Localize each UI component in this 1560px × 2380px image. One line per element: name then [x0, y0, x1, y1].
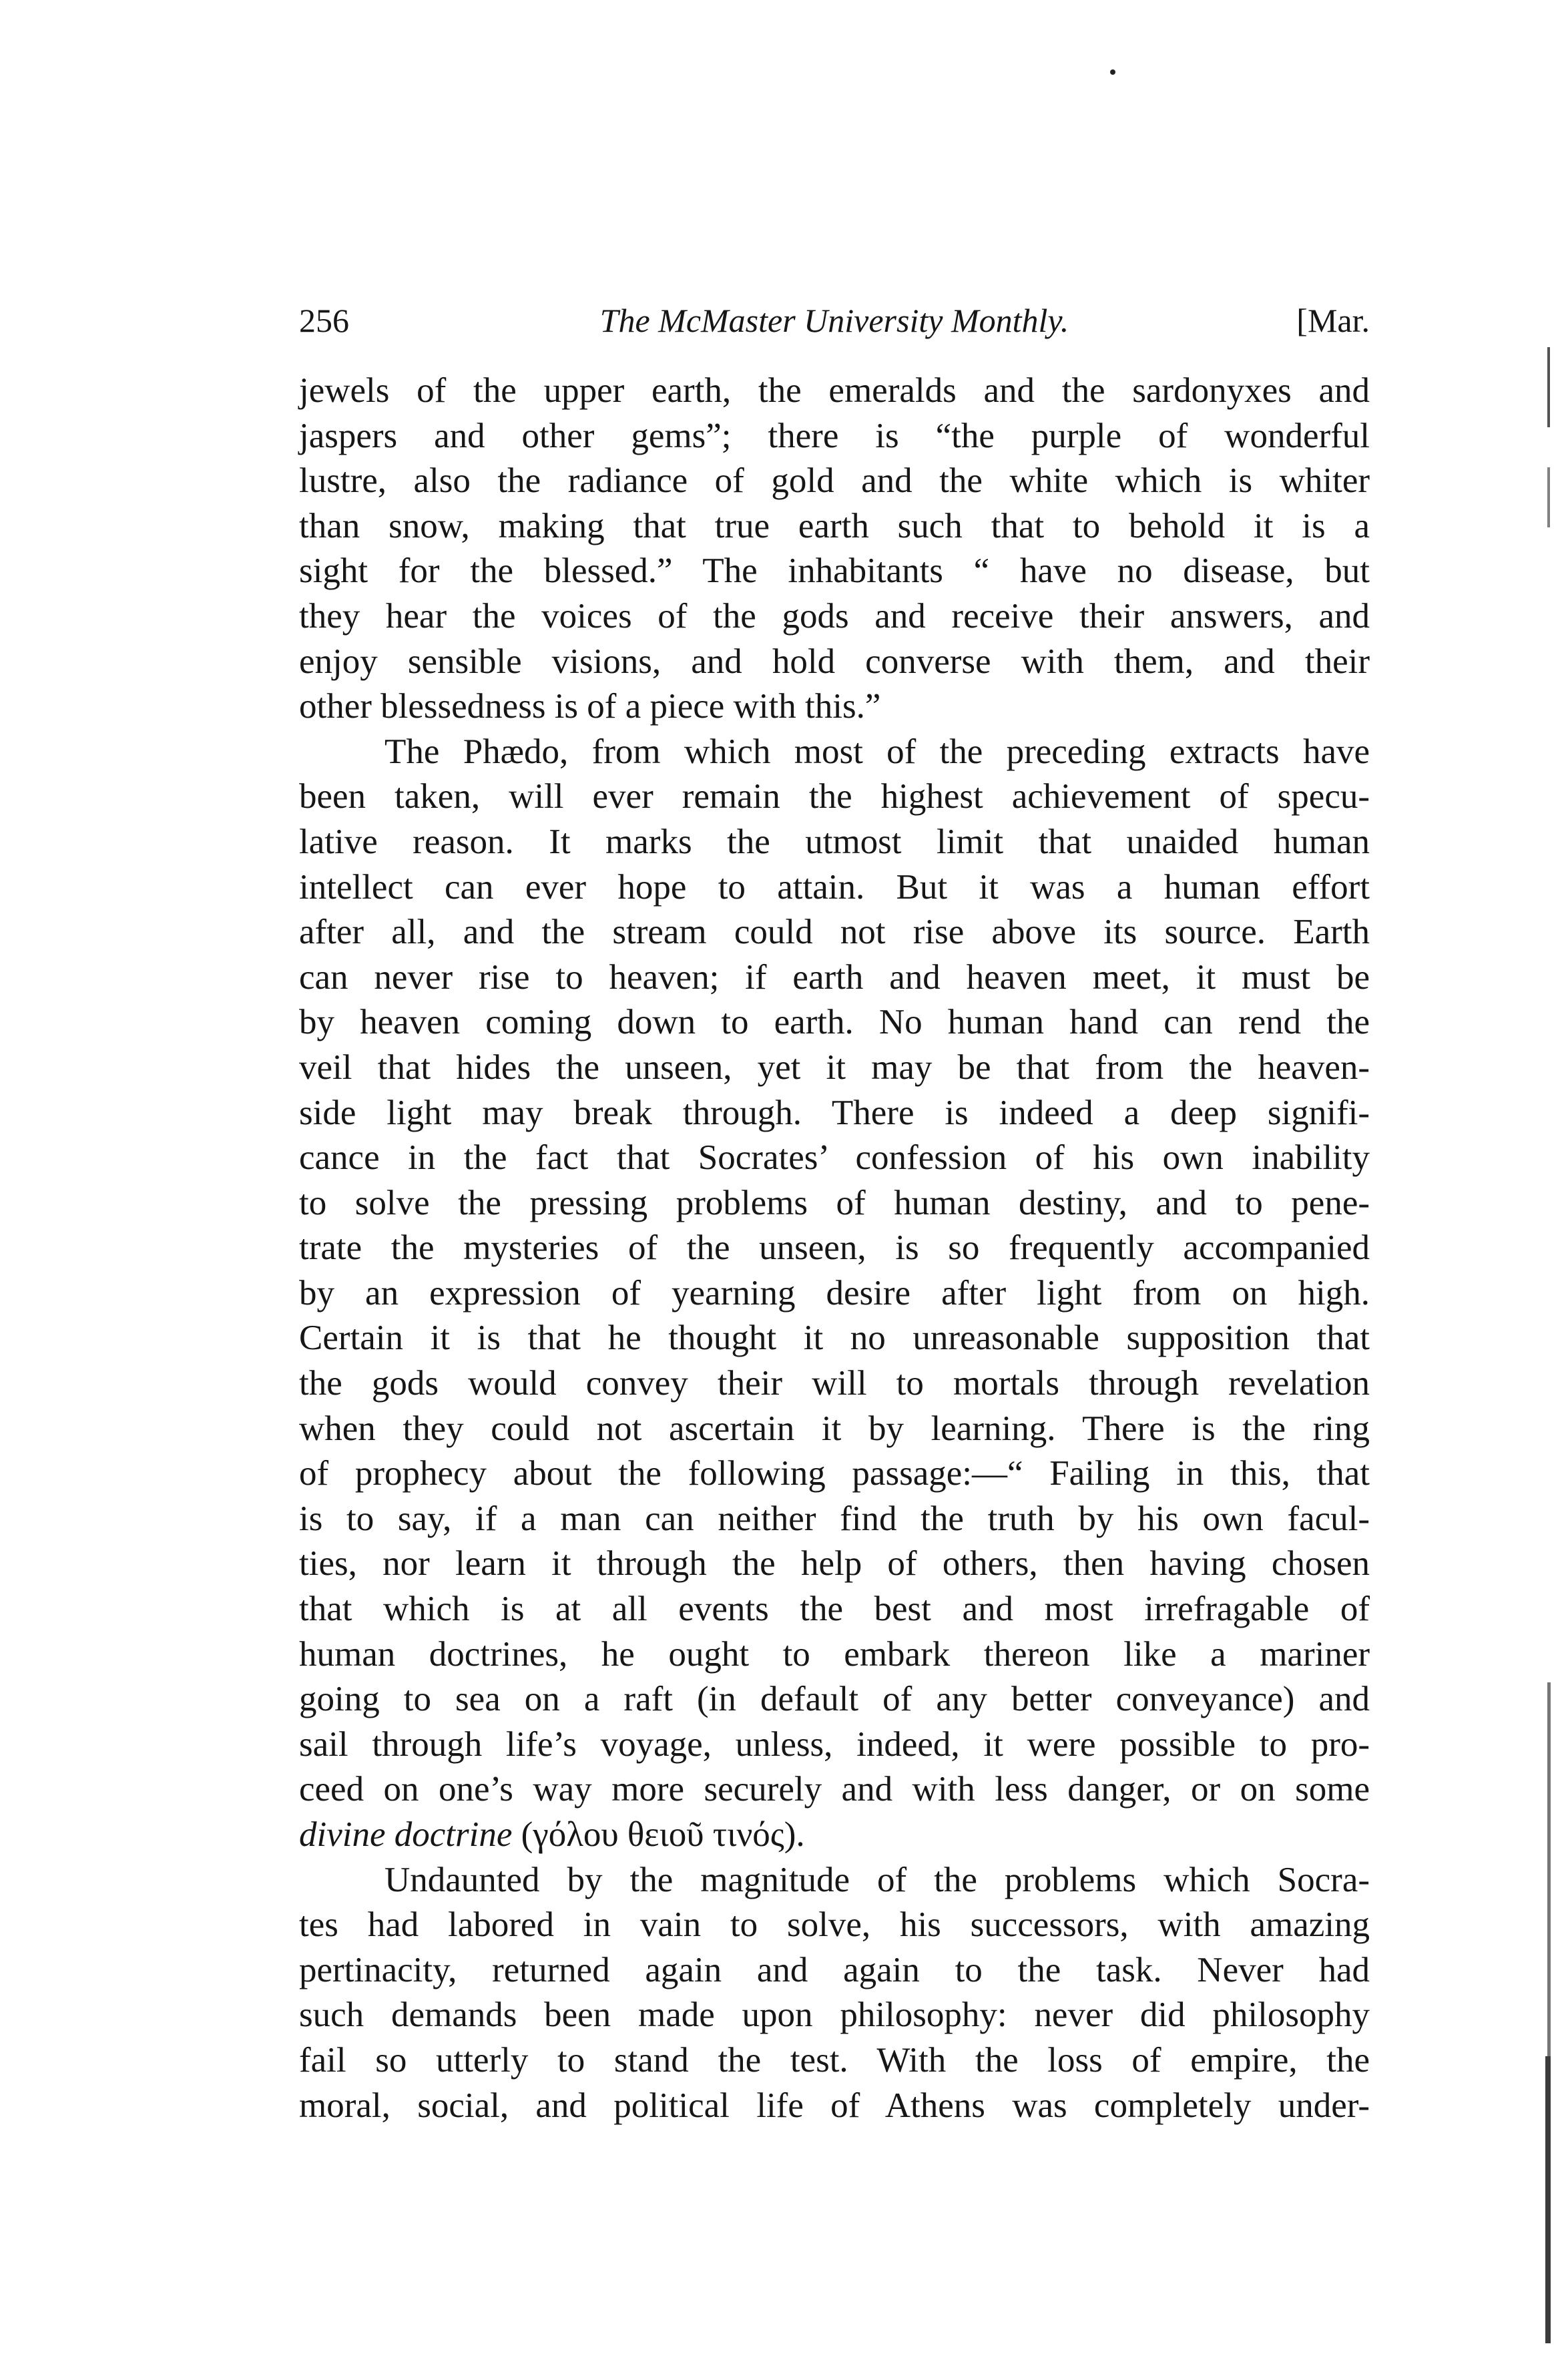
text-line: going to sea on a raft (in default of any better conveyance) and	[299, 1680, 1370, 1719]
text-line: than snow, making that true earth such that to behold it is a	[299, 506, 1370, 545]
paragraph-1	[299, 369, 1370, 730]
text-line: when they could not ascertain it by learning. There is the ring	[299, 1409, 1370, 1448]
text-line: such demands been made upon philosophy: never did philosophy	[299, 1995, 1370, 2035]
text-line: veil that hides the unseen, yet it may be that from the heaven-	[299, 1047, 1370, 1087]
text-line: The Phædo, from which most of the preceding extracts have	[384, 732, 1370, 771]
text-line: lustre, also the radiance of gold and the white which is whiter	[299, 461, 1370, 501]
text-line: Certain it is that he thought it no unreasonable supposition that	[299, 1319, 1370, 1358]
ink-speck	[1110, 69, 1115, 75]
text-line: intellect can ever hope to attain. But it was a human effort	[299, 867, 1370, 907]
text-line: enjoy sensible visions, and hold converse with them, and their	[299, 642, 1370, 681]
issue-month: [Mar.	[1296, 302, 1370, 339]
italic-phrase: divine doctrine	[299, 1815, 513, 1854]
text-line: Undaunted by the magnitude of the problems which Socra-	[384, 1860, 1370, 1899]
scan-edge-mark	[1545, 2056, 1551, 2343]
text-line: by heaven coming down to earth. No human hand can rend the	[299, 1003, 1370, 1042]
page-number: 256	[299, 302, 349, 339]
text-line: side light may break through. There is indeed a deep signifi-	[299, 1093, 1370, 1132]
text-line: jewels of the upper earth, the emeralds and the sardonyxes and	[299, 371, 1370, 410]
text-line: human doctrines, he ought to embark thereon like a mariner	[299, 1634, 1370, 1674]
scan-edge-mark	[1547, 347, 1550, 427]
text-line: sail through life’s voyage, unless, indeed, it were possible to pro-	[299, 1724, 1370, 1764]
greek-phrase: (γόλου θειοῦ τινός).	[512, 1815, 805, 1854]
running-header	[299, 294, 1370, 347]
paragraph-2	[299, 730, 1370, 1858]
text-line: that which is at all events the best and most irrefragable of	[299, 1590, 1370, 1629]
scan-edge-mark	[1547, 467, 1550, 527]
text-line: trate the mysteries of the unseen, is so frequently accompanied	[299, 1228, 1370, 1268]
scan-edge-mark	[1547, 1682, 1551, 2056]
paragraph-3	[299, 1858, 1370, 2129]
text-line: been taken, will ever remain the highest achievement of specu-	[299, 777, 1370, 816]
text-line: to solve the pressing problems of human destiny, and to pene-	[299, 1183, 1370, 1222]
text-line: is to say, if a man can neither find the truth by his own facul-	[299, 1499, 1370, 1538]
text-line: fail so utterly to stand the test. With the loss of empire, the	[299, 2040, 1370, 2080]
text-line: jaspers and other gems”; there is “the purple of wonderful	[299, 416, 1370, 455]
text-line: they hear the voices of the gods and receive their answers, and	[299, 596, 1370, 636]
text-line: the gods would convey their will to mortals through revelation	[299, 1364, 1370, 1403]
text-line: ties, nor learn it through the help of others, then having chosen	[299, 1544, 1370, 1584]
journal-title: The McMaster University Monthly.	[599, 302, 1069, 339]
text-line: pertinacity, returned again and again to the task. Never had	[299, 1950, 1370, 1989]
text-line: of prophecy about the following passage:—“ Failing in this, that	[299, 1454, 1370, 1493]
text-line-final	[299, 1813, 1370, 1858]
text-line: ceed on one’s way more securely and with less danger, or on some	[299, 1770, 1370, 1809]
text-line: can never rise to heaven; if earth and heaven meet, it must be	[299, 957, 1370, 997]
text-line: after all, and the stream could not rise above its source. Earth	[299, 913, 1370, 952]
text-line: cance in the fact that Socrates’ confession of his own inability	[299, 1138, 1370, 1178]
body-text	[299, 369, 1370, 2128]
text-line: lative reason. It marks the utmost limit that unaided human	[299, 822, 1370, 861]
text-line: by an expression of yearning desire after light from on high.	[299, 1273, 1370, 1313]
text-line: other blessedness is of a piece with this.”	[299, 687, 881, 726]
text-line: sight for the blessed.” The inhabitants “ have no disease, but	[299, 551, 1370, 591]
text-line: moral, social, and political life of Athens was completely under-	[299, 2086, 1370, 2125]
text-line: tes had labored in vain to solve, his successors, with amazing	[299, 1905, 1370, 1945]
